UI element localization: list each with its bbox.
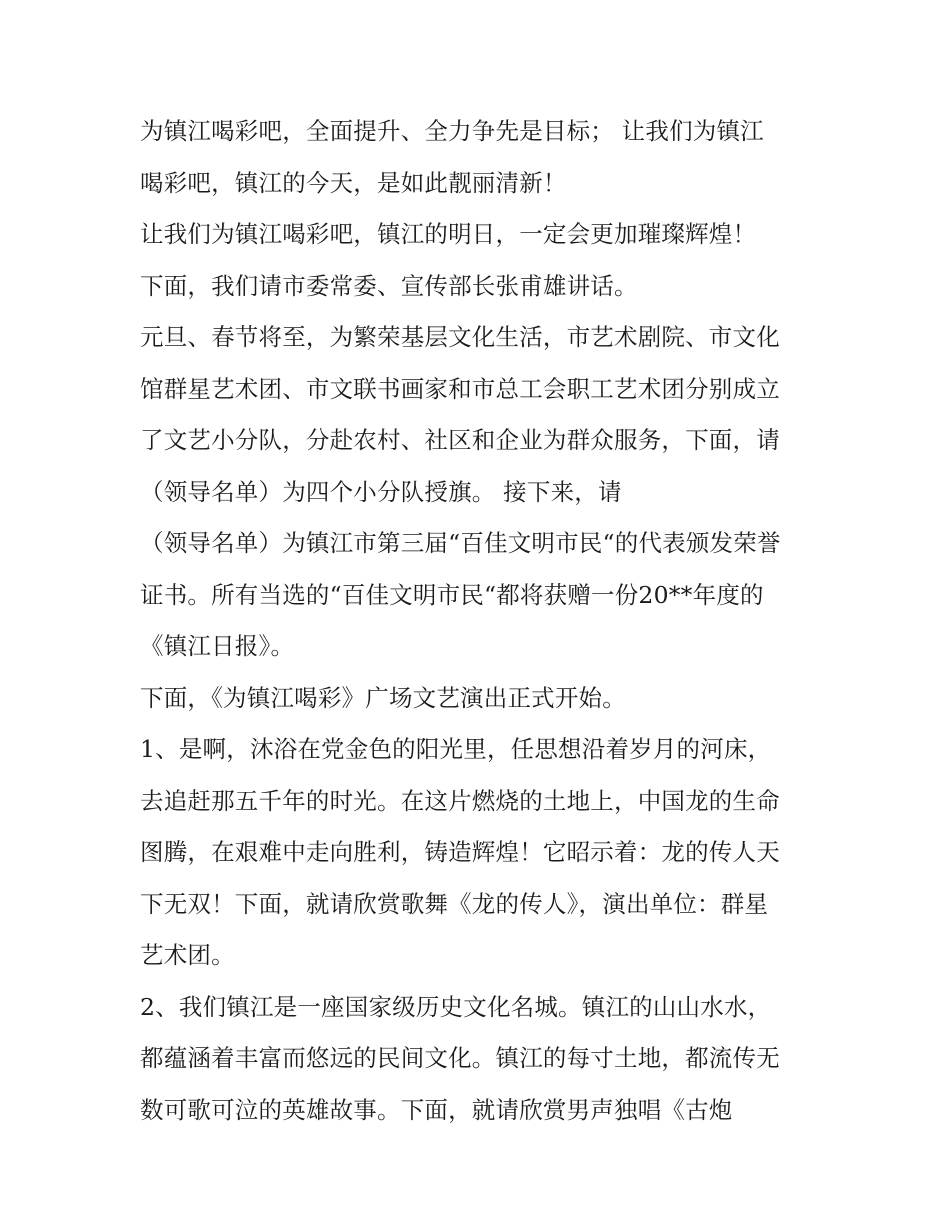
text-line: （领导名单）为镇江市第三届“百佳文明市民“的代表颁发荣誉 xyxy=(140,529,781,557)
text-line: 2、我们镇江是一座国家级历史文化名城。镇江的山山水水， xyxy=(140,992,772,1021)
text-line: （领导名单）为四个小分队授旗。 接下来，请 xyxy=(140,477,622,506)
text-line: 证书。所有当选的“百佳文明市民“都将获赠一份20**年度的 xyxy=(140,580,764,609)
text-line: 元旦、春节将至，为繁荣基层文化生活，市艺术剧院、市文化 xyxy=(140,323,780,351)
text-line: 1、是啊，沐浴在党金色的阳光里，任思想沿着岁月的河床， xyxy=(140,735,772,763)
text-line: 下无双！下面，就请欣赏歌舞《龙的传人》，演出单位：群星 xyxy=(140,889,769,918)
text-line: 数可歌可泣的英雄故事。下面，就请欣赏男声独唱《古炮 xyxy=(140,1095,733,1124)
text-line: 图腾，在艰难中走向胜利，铸造辉煌！它昭示着：龙的传人天 xyxy=(140,838,780,866)
text-line: 去追赶那五千年的时光。在这片燃烧的土地上，中国龙的生命 xyxy=(140,786,780,815)
text-line: 下面，我们请市委常委、宣传部长张甫雄讲话。 xyxy=(140,271,638,300)
text-line: 喝彩吧，镇江的今天，是如此靓丽清新！ xyxy=(140,168,567,197)
text-line: 《镇江日报》。 xyxy=(140,632,295,660)
text-line: 让我们为镇江喝彩吧，镇江的明日，一定会更加璀璨辉煌！ xyxy=(140,220,757,248)
text-line: 艺术团。 xyxy=(140,941,235,969)
document-body xyxy=(140,106,820,1136)
text-line: 下面，《为镇江喝彩》广场文艺演出正式开始。 xyxy=(140,683,626,712)
text-line: 都蕴涵着丰富而悠远的民间文化。镇江的每寸土地，都流传无 xyxy=(140,1044,780,1072)
text-line: 了文艺小分队，分赴农村、社区和企业为群众服务，下面，请 xyxy=(140,426,780,454)
text-line: 为镇江喝彩吧，全面提升、全力争先是目标； 让我们为镇江 xyxy=(140,117,764,145)
text-line: 馆群星艺术团、市文联书画家和市总工会职工艺术团分别成立 xyxy=(140,374,780,403)
